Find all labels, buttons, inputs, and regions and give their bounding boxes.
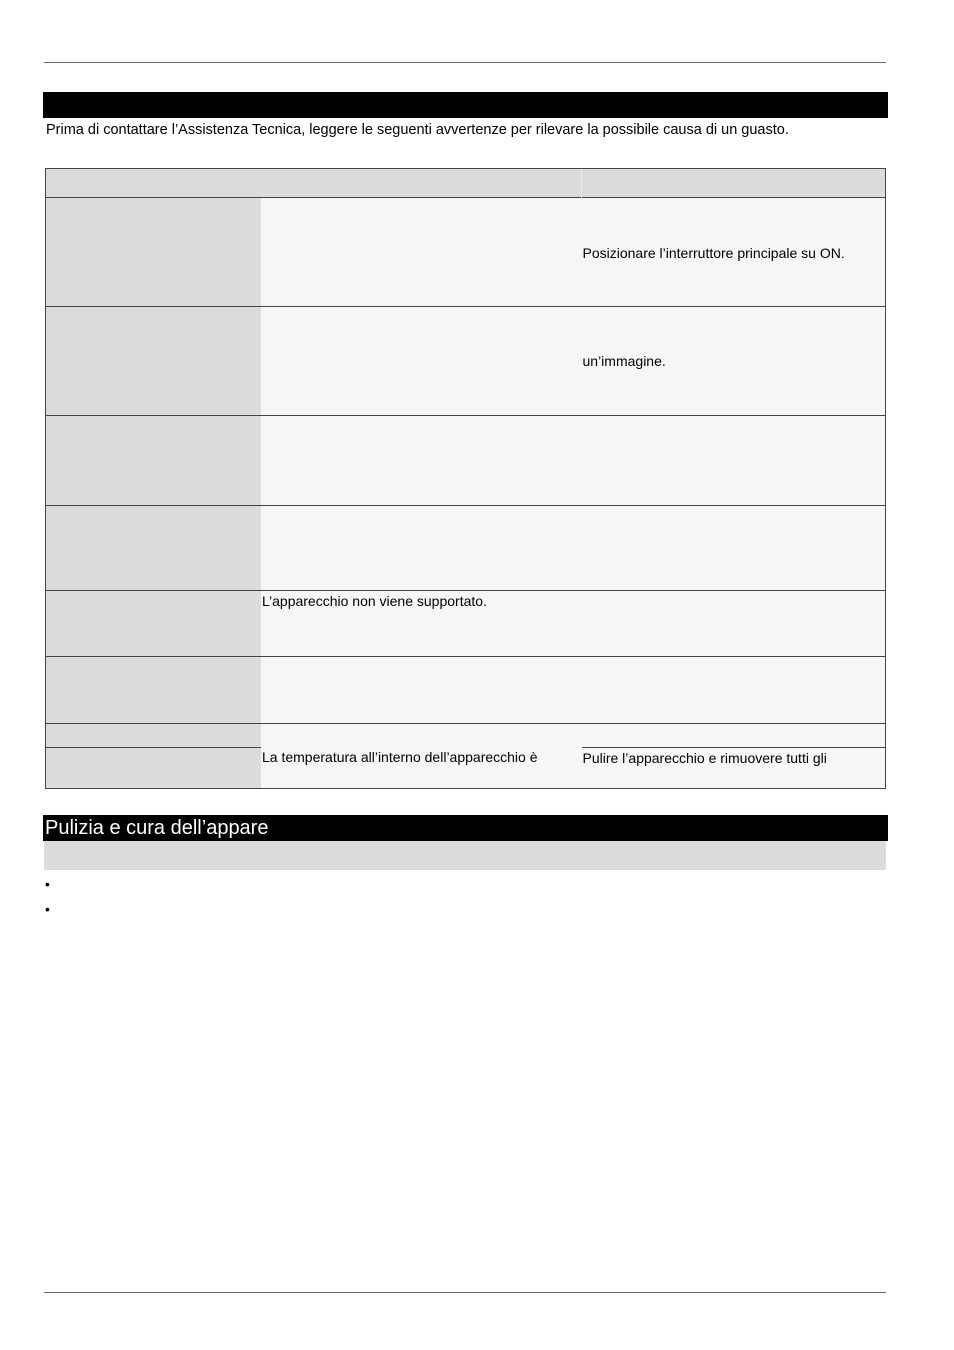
header-cell (46, 169, 262, 198)
intro-text: Prima di contattare l’Assistenza Tecnica, leggere le seguenti avvertenze per rilevare la possibile causa di un guasto. (46, 122, 789, 138)
problem-cell (46, 657, 262, 724)
table-row (46, 416, 886, 506)
cause-cell (261, 198, 582, 307)
table-row (46, 591, 886, 657)
solution-cell: Pulire l’apparecchio e rimuovere tutti gli (582, 748, 886, 789)
table-row (46, 506, 886, 591)
problem-cell (46, 506, 262, 591)
solution-cell (582, 657, 886, 724)
cause-cell: L’apparecchio non viene supportato. (261, 591, 582, 657)
solution-cell (582, 724, 886, 748)
cause-cell (261, 307, 582, 416)
solution-cell: Posizionare l’interruttore principale su ON. (582, 198, 886, 307)
top-rule (44, 62, 886, 63)
solution-cell (582, 506, 886, 591)
problem-cell (46, 416, 262, 506)
section-header-bar (43, 92, 888, 118)
cause-cell (261, 724, 582, 748)
bullet-point: • (45, 876, 50, 892)
problem-cell (46, 724, 262, 748)
header-cell (261, 169, 582, 198)
subsection-bar (44, 841, 886, 870)
table-header-row (46, 169, 886, 198)
problem-cell (46, 748, 262, 789)
header-cell (582, 169, 886, 198)
table-row (46, 307, 886, 416)
cause-cell: La temperatura all’interno dell’apparecchio è (261, 748, 582, 789)
bullet-point: • (45, 901, 50, 917)
cause-cell (261, 416, 582, 506)
cause-cell (261, 506, 582, 591)
solution-cell: un’immagine. (582, 307, 886, 416)
bottom-rule (44, 1292, 886, 1293)
table-row (46, 198, 886, 307)
problem-cell (46, 307, 262, 416)
troubleshooting-table (45, 168, 886, 789)
problem-cell (46, 198, 262, 307)
section-title: Pulizia e cura dell’appare (45, 817, 269, 839)
table-row (46, 657, 886, 724)
problem-cell (46, 591, 262, 657)
table-row (46, 748, 886, 789)
section-title-bar (43, 815, 888, 841)
solution-cell (582, 591, 886, 657)
cause-cell (261, 657, 582, 724)
solution-cell (582, 416, 886, 506)
table-row (46, 724, 886, 748)
